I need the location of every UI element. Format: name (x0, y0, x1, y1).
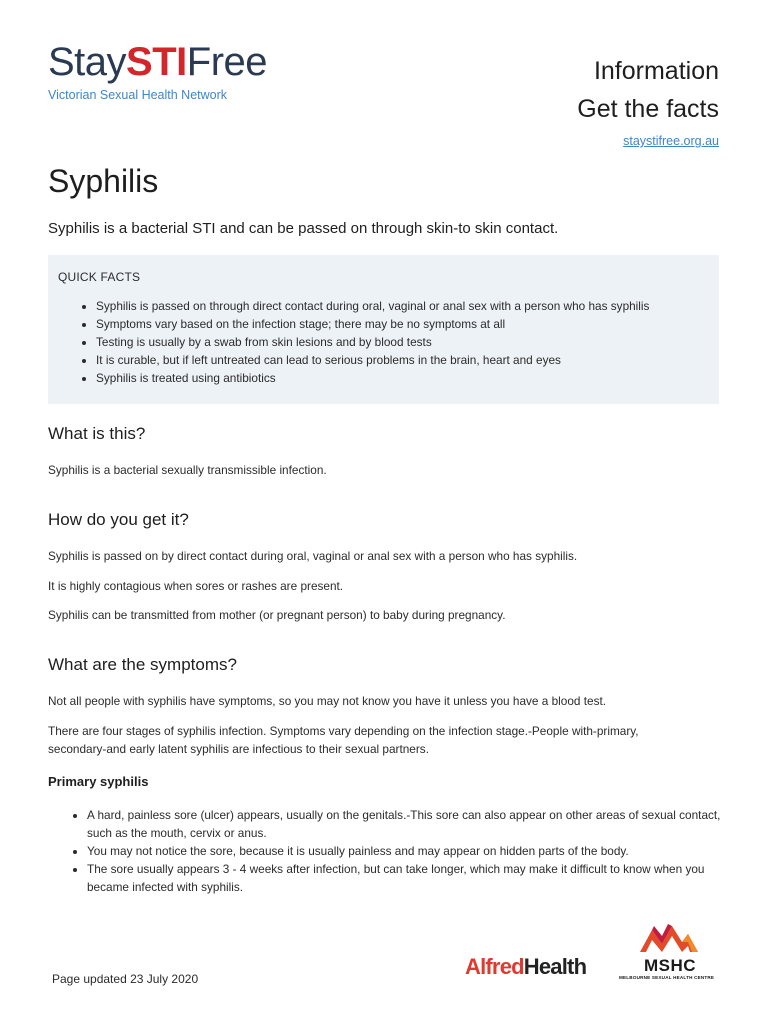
page-updated: Page updated 23 July 2020 (52, 972, 199, 986)
mshc-subtitle: MELBOURNE SEXUAL HEALTH CENTRE (619, 975, 715, 980)
header-information: Information (593, 57, 719, 85)
list-item: • Symptoms vary based on the infection stage; there may be no symptoms at all (96, 315, 709, 333)
what-is-heading: What is this? (48, 424, 146, 443)
logo-stay: Stay (48, 40, 127, 84)
logo-wordmark (48, 40, 267, 84)
alfred-text: Alfred (465, 954, 524, 979)
intro-text: Syphilis is a bacterial STI and can be passed on through skin-to skin contact. (48, 220, 559, 237)
page-title: Syphilis (48, 163, 159, 199)
health-text: Health (523, 954, 587, 979)
list-item: • Syphilis is treated using antibiotics (96, 369, 709, 387)
alfred-health-logo (465, 954, 586, 980)
mshc-mark-icon (638, 922, 700, 954)
quick-facts-title: QUICK FACTS (58, 270, 141, 284)
website-link[interactable]: staystifree.org.au (623, 134, 719, 148)
what-is-body: Syphilis is a bacterial sexually transmissible infection. (48, 463, 327, 477)
mshc-logo (618, 922, 722, 982)
primary-syphilis-list (48, 806, 747, 896)
list-item: • You may not notice the sore, because it is usually painless and may appear on hidden parts of the body. (87, 842, 747, 860)
how-heading: How do you get it? (48, 510, 189, 529)
symptoms-paragraph: There are four stages of syphilis infection. Symptoms vary depending on the infection stage.-People with-primary, secondary-and early latent syphilis are infectious to their sexual partners. (48, 724, 639, 756)
logo-sti: STI (126, 40, 187, 84)
quick-facts-list (58, 297, 709, 387)
list-item: • Testing is usually by a swab from skin lesions and by blood tests (96, 333, 709, 351)
mshc-label: MSHC (644, 956, 697, 975)
list-item: • Syphilis is passed on through direct contact during oral, vaginal or anal sex with a person who has syphilis (96, 297, 709, 315)
list-item: • It is curable, but if left untreated can lead to serious problems in the brain, heart and eyes (96, 351, 709, 369)
list-item: • The sore usually appears 3 - 4 weeks after infection, but can take longer, which may make it difficult to know when you became infected with syphilis. (87, 860, 747, 896)
quick-facts-box (48, 255, 719, 404)
symptoms-paragraph: Not all people with syphilis have symptoms, so you may not know you have it unless you have a blood test. (48, 694, 607, 708)
symptoms-heading: What are the symptoms? (48, 655, 237, 674)
staystifree-logo (48, 40, 267, 102)
how-paragraph: Syphilis is passed on by direct contact during oral, vaginal or anal sex with a person who has syphilis. (48, 549, 578, 563)
primary-syphilis-heading: Primary syphilis (48, 774, 149, 789)
logo-free: Free (186, 40, 268, 84)
how-paragraph: Syphilis can be transmitted from mother (or pregnant person) to baby during pregnancy. (48, 608, 506, 622)
header-info (577, 52, 719, 150)
header-get-the-facts: Get the facts (577, 95, 719, 123)
how-paragraph: It is highly contagious when sores or rashes are present. (48, 579, 344, 593)
list-item: • A hard, painless sore (ulcer) appears, usually on the genitals.-This sore can also appear on other areas of sexual contact, such as the mouth, cervix or anus. (87, 806, 747, 842)
logo-subtitle: Victorian Sexual Health Network (48, 88, 228, 102)
